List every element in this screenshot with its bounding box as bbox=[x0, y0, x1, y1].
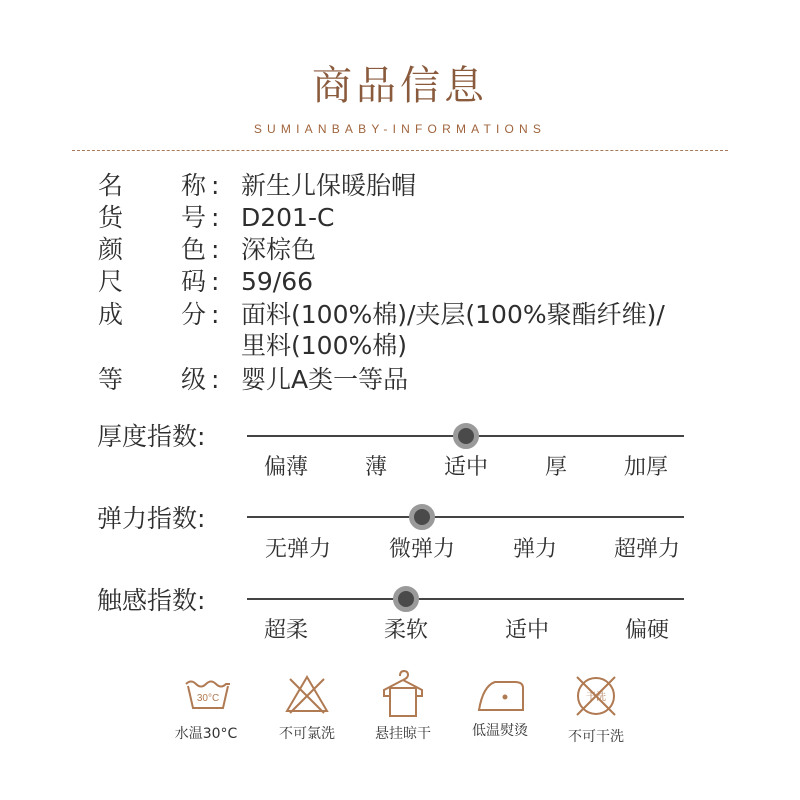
spec-label-char: 号 bbox=[181, 203, 207, 232]
page-subtitle: SUMIANBABY-INFORMATIONS bbox=[253, 122, 547, 136]
spec-label-char: 称 bbox=[181, 171, 207, 200]
wash-temp-badge: 30°C bbox=[196, 693, 220, 704]
scale-option: 微弹力 bbox=[388, 537, 456, 562]
scale-option: 无弹力 bbox=[264, 537, 332, 562]
spec-colon: : bbox=[211, 365, 220, 394]
scale-option: 加厚 bbox=[623, 455, 669, 480]
spec-value: 59/66 bbox=[241, 267, 314, 296]
spec-label-char: 码 bbox=[181, 267, 207, 296]
scale-label: 触感指数: bbox=[97, 586, 206, 615]
spec-value: D201-C bbox=[241, 203, 335, 232]
spec-label bbox=[98, 265, 223, 298]
scale-option: 厚 bbox=[544, 455, 568, 480]
spec-label-char: 色 bbox=[181, 235, 207, 264]
header-divider bbox=[72, 150, 728, 151]
scale-knob bbox=[409, 504, 435, 530]
scale-option: 薄 bbox=[364, 455, 388, 480]
scale-option: 适中 bbox=[443, 455, 489, 480]
spec-value: 婴儿A类一等品 bbox=[241, 365, 409, 394]
no-bleach-icon bbox=[284, 673, 330, 717]
spec-value-continued: 里料(100%棉) bbox=[241, 331, 407, 360]
scale-track bbox=[247, 598, 684, 600]
wash-30-icon bbox=[183, 676, 233, 716]
scale-label: 厚度指数: bbox=[97, 422, 206, 451]
scale-option: 偏薄 bbox=[263, 455, 309, 480]
spec-label-char: 等 bbox=[98, 365, 124, 394]
scale-option: 超弹力 bbox=[613, 537, 681, 562]
scale-track bbox=[247, 516, 684, 518]
spec-value: 深棕色 bbox=[241, 235, 317, 264]
spec-label-char: 级 bbox=[181, 365, 207, 394]
spec-label bbox=[98, 363, 223, 396]
spec-label bbox=[98, 298, 223, 331]
care-label: 不可干洗 bbox=[568, 729, 624, 745]
care-label: 不可氯洗 bbox=[279, 726, 335, 742]
spec-colon: : bbox=[211, 171, 220, 200]
scale-option: 偏硬 bbox=[624, 618, 670, 643]
spec-colon: : bbox=[211, 203, 220, 232]
spec-colon: : bbox=[211, 235, 220, 264]
scale-option: 适中 bbox=[504, 618, 550, 643]
scale-label: 弹力指数: bbox=[97, 504, 206, 533]
page-title: 商品信息 bbox=[312, 63, 488, 109]
dry-clean-badge: 干洗 bbox=[586, 692, 606, 703]
spec-colon: : bbox=[211, 267, 220, 296]
low-iron-icon bbox=[475, 676, 527, 716]
scale-option: 弹力 bbox=[512, 537, 558, 562]
care-label: 低温熨烫 bbox=[472, 723, 528, 739]
spec-label-char: 颜 bbox=[98, 235, 124, 264]
spec-label-char: 成 bbox=[98, 300, 124, 329]
spec-colon: : bbox=[211, 300, 220, 329]
no-dry-clean-icon bbox=[573, 673, 619, 719]
spec-label bbox=[98, 233, 223, 266]
scale-option: 柔软 bbox=[383, 618, 429, 643]
scale-knob bbox=[393, 586, 419, 612]
spec-label bbox=[98, 201, 223, 234]
scale-option: 超柔 bbox=[263, 618, 309, 643]
spec-value: 面料(100%棉)/夹层(100%聚酯纤维)/ bbox=[241, 300, 665, 329]
spec-value: 新生儿保暖胎帽 bbox=[241, 171, 417, 200]
spec-label-char: 名 bbox=[98, 171, 124, 200]
spec-label-char: 分 bbox=[181, 300, 207, 329]
spec-label-char: 货 bbox=[98, 203, 124, 232]
spec-label-char: 尺 bbox=[98, 267, 124, 296]
spec-label bbox=[98, 169, 223, 202]
care-label: 悬挂晾干 bbox=[375, 726, 431, 742]
scale-knob bbox=[453, 423, 479, 449]
care-label: 水温30°C bbox=[174, 726, 238, 742]
hang-dry-icon bbox=[378, 668, 428, 720]
